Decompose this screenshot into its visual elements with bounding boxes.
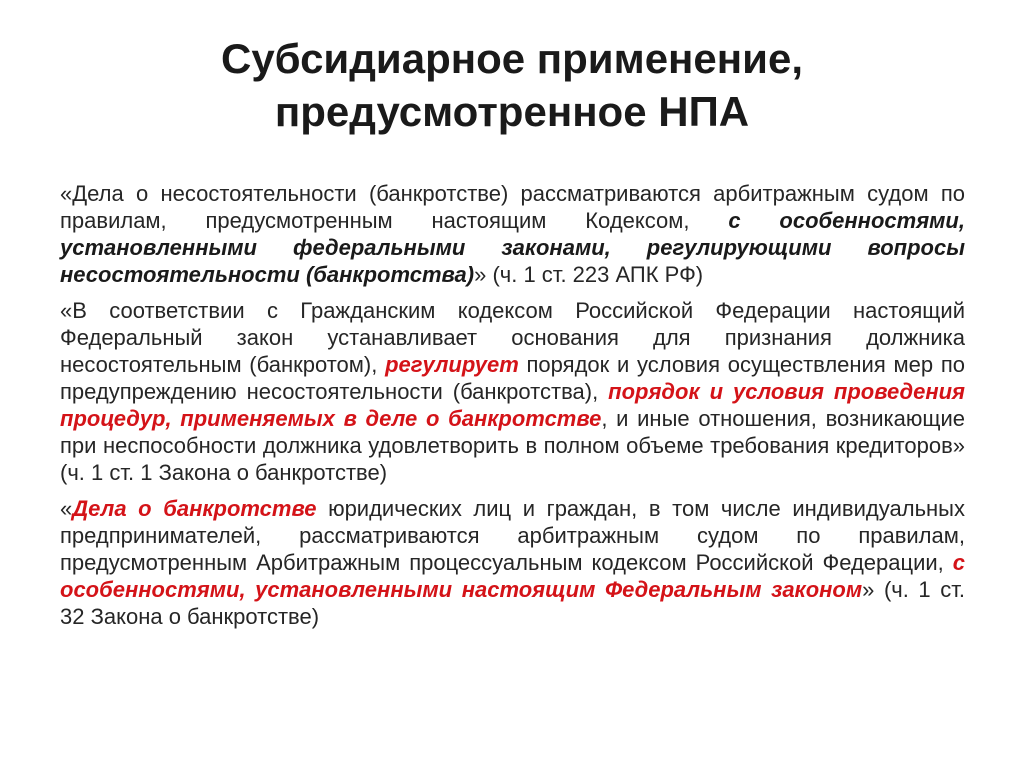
text-segment: юридических лиц и граждан, в том числе индивидуальных предпринимателей, рассматриваются арбитражным судом по правилам, предусмотренным Арбитражным процессуальным кодексом Российской Федерации, — [60, 496, 965, 575]
quote-paragraph-1 — [60, 180, 965, 288]
quote-paragraph-3 — [60, 495, 965, 630]
text-segment: , и иные отношения, возникающие при неспособности должника удовлетворить в полном объеме требования кредиторов» (ч. 1 ст. 1 Закона о банкротстве) — [60, 406, 965, 485]
text-segment: » (ч. 1 ст. 32 Закона о банкротстве) — [60, 577, 965, 629]
text-segment: «Дела о несостоятельности (банкротстве) рассматриваются арбитражным судом по правилам, предусмотренным настоящим Кодексом, — [60, 181, 965, 233]
emphasis-segment: Дела о банкротстве — [72, 496, 317, 521]
text-segment: « — [60, 496, 73, 521]
text-segment: » (ч. 1 ст. 223 АПК РФ) — [474, 262, 704, 287]
emphasis-segment: с особенностями, установленными настоящим Федеральным законом — [60, 550, 965, 602]
title-line-1: Субсидиарное применение, — [220, 35, 803, 82]
emphasis-segment: с особенностями, установленными федеральными законами, регулирующими вопросы несостоятельности (банкротства) — [60, 208, 965, 287]
text-segment: «В соответствии с Гражданским кодексом Российской Федерации настоящий Федеральный закон устанавливает основания для признания должника несостоятельным (банкротом), — [60, 298, 965, 377]
quote-paragraph-2 — [60, 297, 965, 486]
emphasis-segment: регулирует — [385, 352, 519, 377]
title-line-2: предусмотренное НПА — [274, 88, 750, 135]
slide-body — [60, 180, 965, 639]
emphasis-segment: порядок и условия проведения процедур, применяемых в деле о банкротстве — [60, 379, 965, 431]
text-segment: порядок и условия осуществления мер по предупреждению несостоятельности (банкротства), — [60, 352, 965, 404]
slide-title — [60, 32, 964, 138]
